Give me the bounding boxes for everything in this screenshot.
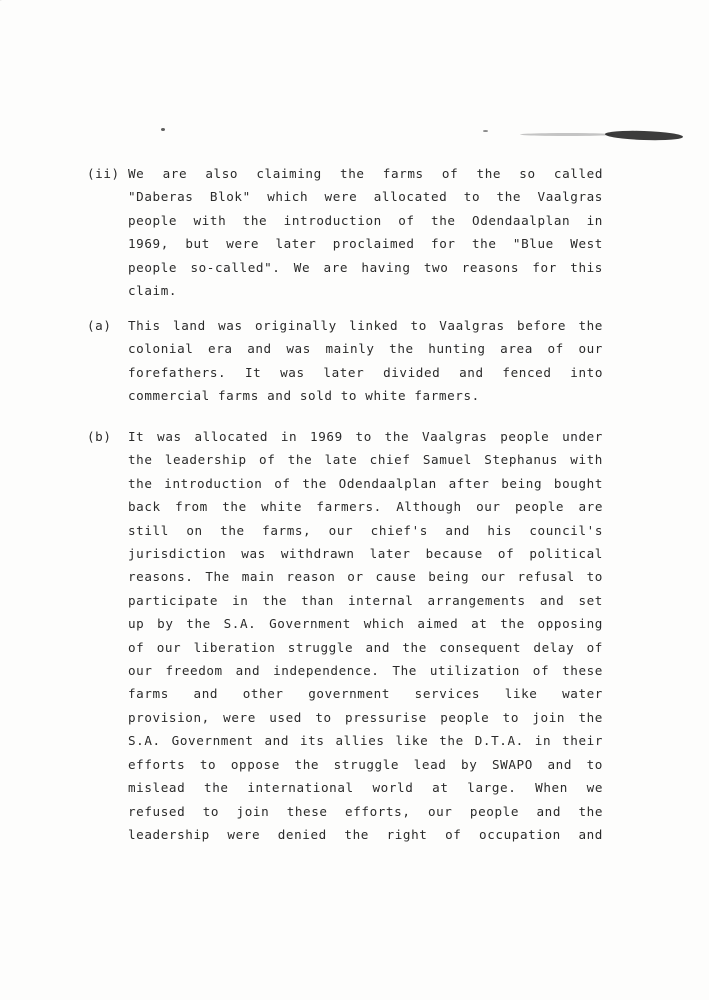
paragraph-label: (ii) [87,166,120,181]
text-line: farms and other government services like water [128,686,603,702]
text-line: "Daberas Blok" which were allocated to the Vaalgras [128,189,603,205]
scan-speck [483,130,488,132]
text-line: people with the introduction of the Odendaalplan in [128,212,603,228]
text-line: our freedom and independence. The utilization of these [128,663,603,679]
text-line: mislead the international world at large. When we [128,780,603,796]
scan-speck [161,128,165,131]
text-line: provision, were used to pressurise people to join the [128,709,603,725]
text-line: refused to join these efforts, our people and the [128,803,603,819]
text-line: the leadership of the late chief Samuel Stephanus with [128,452,603,468]
scan-smudge [605,130,683,142]
page-corner-fold [0,0,56,34]
text-line: leadership were denied the right of occupation and [128,826,603,842]
text-line: the introduction of the Odendaalplan after being bought [128,475,603,491]
text-line: of our liberation struggle and the consequent delay of [128,639,603,655]
text-line: S.A. Government and its allies like the D.T.A. in their [128,733,603,749]
text-line: still on the farms, our chief's and his council's [128,522,603,538]
text-line: back from the white farmers. Although our people are [128,499,603,515]
scan-smudge-trail [520,133,615,136]
text-line: It was allocated in 1969 to the Vaalgras people under [128,429,603,444]
paragraph-label: (a) [87,318,112,333]
text-line: We are also claiming the farms of the so called [128,166,603,181]
text-line: jurisdiction was withdrawn later because of political [128,546,603,562]
text-line: people so-called". We are having two reasons for this [128,259,603,275]
paragraph-body [128,314,603,408]
text-line: efforts to oppose the struggle lead by SWAPO and to [128,756,603,772]
text-line: colonial era and was mainly the hunting area of our [128,341,603,357]
text-line: 1969, but were later proclaimed for the "Blue West [128,236,603,252]
text-line: up by the S.A. Government which aimed at the opposing [128,616,603,632]
paragraph-label: (b) [87,429,112,444]
text-line: commercial farms and sold to white farmers. [128,388,480,404]
paragraph-body [128,162,603,302]
text-line: participate in the than internal arrangements and set [128,592,603,608]
text-line: This land was originally linked to Vaalgras before the [128,318,603,333]
text-line: reasons. The main reason or cause being our refusal to [128,569,603,585]
text-line: forefathers. It was later divided and fenced into [128,364,603,380]
paragraph-body [128,425,603,846]
text-line: claim. [128,283,178,299]
